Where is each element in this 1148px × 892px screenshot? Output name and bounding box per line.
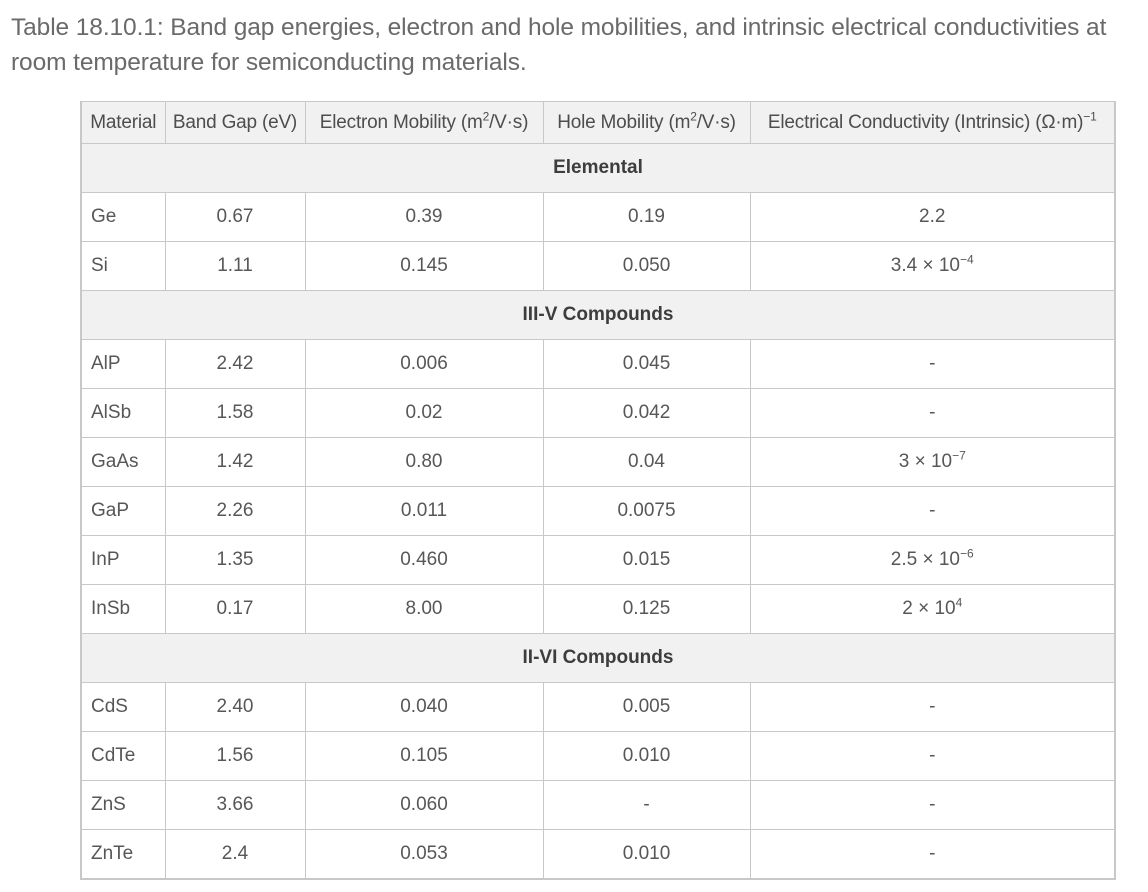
header-electron-mobility-suffix: /V·s) <box>489 111 529 133</box>
cell-band-gap: 2.4 <box>165 830 305 879</box>
cell-band-gap: 1.56 <box>165 732 305 781</box>
cell-conductivity <box>750 536 1115 585</box>
cell-material: Ge <box>81 193 165 242</box>
header-row <box>81 102 1115 144</box>
conductivity-base: 3 × 10 <box>898 451 953 472</box>
cell-material: CdTe <box>81 732 165 781</box>
cell-conductivity <box>750 830 1115 879</box>
cell-conductivity <box>750 340 1115 389</box>
table-row <box>81 193 1115 242</box>
table-row <box>81 536 1115 585</box>
cell-electron-mobility: 0.006 <box>305 340 543 389</box>
header-conductivity-prefix: Electrical Conductivity (Intrinsic) (Ω·m) <box>767 111 1084 133</box>
cell-material: AlP <box>81 340 165 389</box>
header-electron-mobility-prefix: Electron Mobility (m <box>319 111 483 133</box>
cell-conductivity <box>750 683 1115 732</box>
cell-conductivity <box>750 487 1115 536</box>
cell-hole-mobility: 0.005 <box>543 683 750 732</box>
cell-material: Si <box>81 242 165 291</box>
header-hole-mobility-suffix: /V·s) <box>696 111 736 133</box>
table-row <box>81 389 1115 438</box>
table-row <box>81 487 1115 536</box>
header-band-gap: Band Gap (eV) <box>165 102 305 144</box>
conductivity-base: 2 × 10 <box>902 598 956 619</box>
cell-electron-mobility: 0.053 <box>305 830 543 879</box>
header-electron-mobility-sup: 2 <box>482 109 490 124</box>
cell-conductivity <box>750 781 1115 830</box>
table-row <box>81 683 1115 732</box>
cell-hole-mobility: 0.0075 <box>543 487 750 536</box>
group-label: II-VI Compounds <box>81 634 1115 683</box>
cell-band-gap: 1.11 <box>165 242 305 291</box>
cell-band-gap: 1.42 <box>165 438 305 487</box>
cell-material: InP <box>81 536 165 585</box>
cell-conductivity <box>750 193 1115 242</box>
conductivity-exponent: −7 <box>952 448 966 463</box>
conductivity-base: - <box>929 842 936 864</box>
table-row <box>81 732 1115 781</box>
conductivity-base: 3.4 × 10 <box>890 255 960 276</box>
cell-hole-mobility: 0.010 <box>543 732 750 781</box>
conductivity-base: - <box>929 745 936 766</box>
cell-conductivity <box>750 389 1115 438</box>
conductivity-base: - <box>929 353 936 374</box>
header-electron-mobility <box>305 102 543 144</box>
table-row <box>81 585 1115 634</box>
cell-band-gap: 1.35 <box>165 536 305 585</box>
cell-band-gap: 0.67 <box>165 193 305 242</box>
cell-band-gap: 1.58 <box>165 389 305 438</box>
cell-hole-mobility: 0.045 <box>543 340 750 389</box>
cell-hole-mobility: 0.19 <box>543 193 750 242</box>
cell-conductivity <box>750 438 1115 487</box>
group-label: III-V Compounds <box>81 291 1115 340</box>
cell-hole-mobility: 0.042 <box>543 389 750 438</box>
table-body <box>81 144 1115 879</box>
cell-hole-mobility: 0.010 <box>543 830 750 879</box>
conductivity-base: - <box>929 402 936 423</box>
header-conductivity-sup: −1 <box>1083 109 1097 124</box>
cell-conductivity <box>750 732 1115 781</box>
table-row <box>81 340 1115 389</box>
cell-electron-mobility: 0.02 <box>305 389 543 438</box>
cell-material: GaAs <box>81 438 165 487</box>
table-row <box>81 242 1115 291</box>
cell-material: ZnS <box>81 781 165 830</box>
group-row <box>81 291 1115 340</box>
cell-hole-mobility: 0.04 <box>543 438 750 487</box>
cell-material: ZnTe <box>81 830 165 879</box>
header-hole-mobility-sup: 2 <box>690 109 697 124</box>
cell-electron-mobility: 0.011 <box>305 487 543 536</box>
conductivity-exponent: −4 <box>960 252 974 267</box>
cell-electron-mobility: 8.00 <box>305 585 543 634</box>
conductivity-exponent: −6 <box>960 546 974 561</box>
cell-hole-mobility: 0.050 <box>543 242 750 291</box>
cell-electron-mobility: 0.105 <box>305 732 543 781</box>
cell-electron-mobility: 0.040 <box>305 683 543 732</box>
header-conductivity <box>750 102 1115 144</box>
group-row <box>81 144 1115 193</box>
conductivity-base: 2.2 <box>919 206 946 227</box>
cell-conductivity <box>750 242 1115 291</box>
header-hole-mobility-prefix: Hole Mobility (m <box>557 111 691 133</box>
semiconductor-table <box>80 101 1116 880</box>
cell-band-gap: 2.26 <box>165 487 305 536</box>
cell-conductivity <box>750 585 1115 634</box>
group-row <box>81 634 1115 683</box>
cell-band-gap: 2.42 <box>165 340 305 389</box>
cell-material: InSb <box>81 585 165 634</box>
cell-material: GaP <box>81 487 165 536</box>
cell-band-gap: 3.66 <box>165 781 305 830</box>
cell-electron-mobility: 0.145 <box>305 242 543 291</box>
conductivity-base: 2.5 × 10 <box>890 549 960 570</box>
cell-band-gap: 0.17 <box>165 585 305 634</box>
conductivity-base: - <box>929 500 936 521</box>
cell-hole-mobility: 0.015 <box>543 536 750 585</box>
cell-band-gap: 2.40 <box>165 683 305 732</box>
cell-material: AlSb <box>81 389 165 438</box>
cell-hole-mobility: - <box>543 781 750 830</box>
table-row <box>81 438 1115 487</box>
cell-electron-mobility: 0.460 <box>305 536 543 585</box>
conductivity-base: - <box>929 696 936 717</box>
group-label: Elemental <box>81 144 1115 193</box>
conductivity-base: - <box>929 794 936 815</box>
table-row <box>81 781 1115 830</box>
cell-electron-mobility: 0.060 <box>305 781 543 830</box>
table-row <box>81 830 1115 879</box>
table-caption: Table 18.10.1: Band gap energies, electron and hole mobilities, and intrinsic electrical conductivities at room temperature for semiconducting materials. <box>11 14 1107 76</box>
header-material: Material <box>81 102 165 144</box>
header-hole-mobility <box>543 102 750 144</box>
cell-hole-mobility: 0.125 <box>543 585 750 634</box>
cell-electron-mobility: 0.39 <box>305 193 543 242</box>
cell-material: CdS <box>81 683 165 732</box>
cell-electron-mobility: 0.80 <box>305 438 543 487</box>
conductivity-exponent: 4 <box>955 595 963 610</box>
